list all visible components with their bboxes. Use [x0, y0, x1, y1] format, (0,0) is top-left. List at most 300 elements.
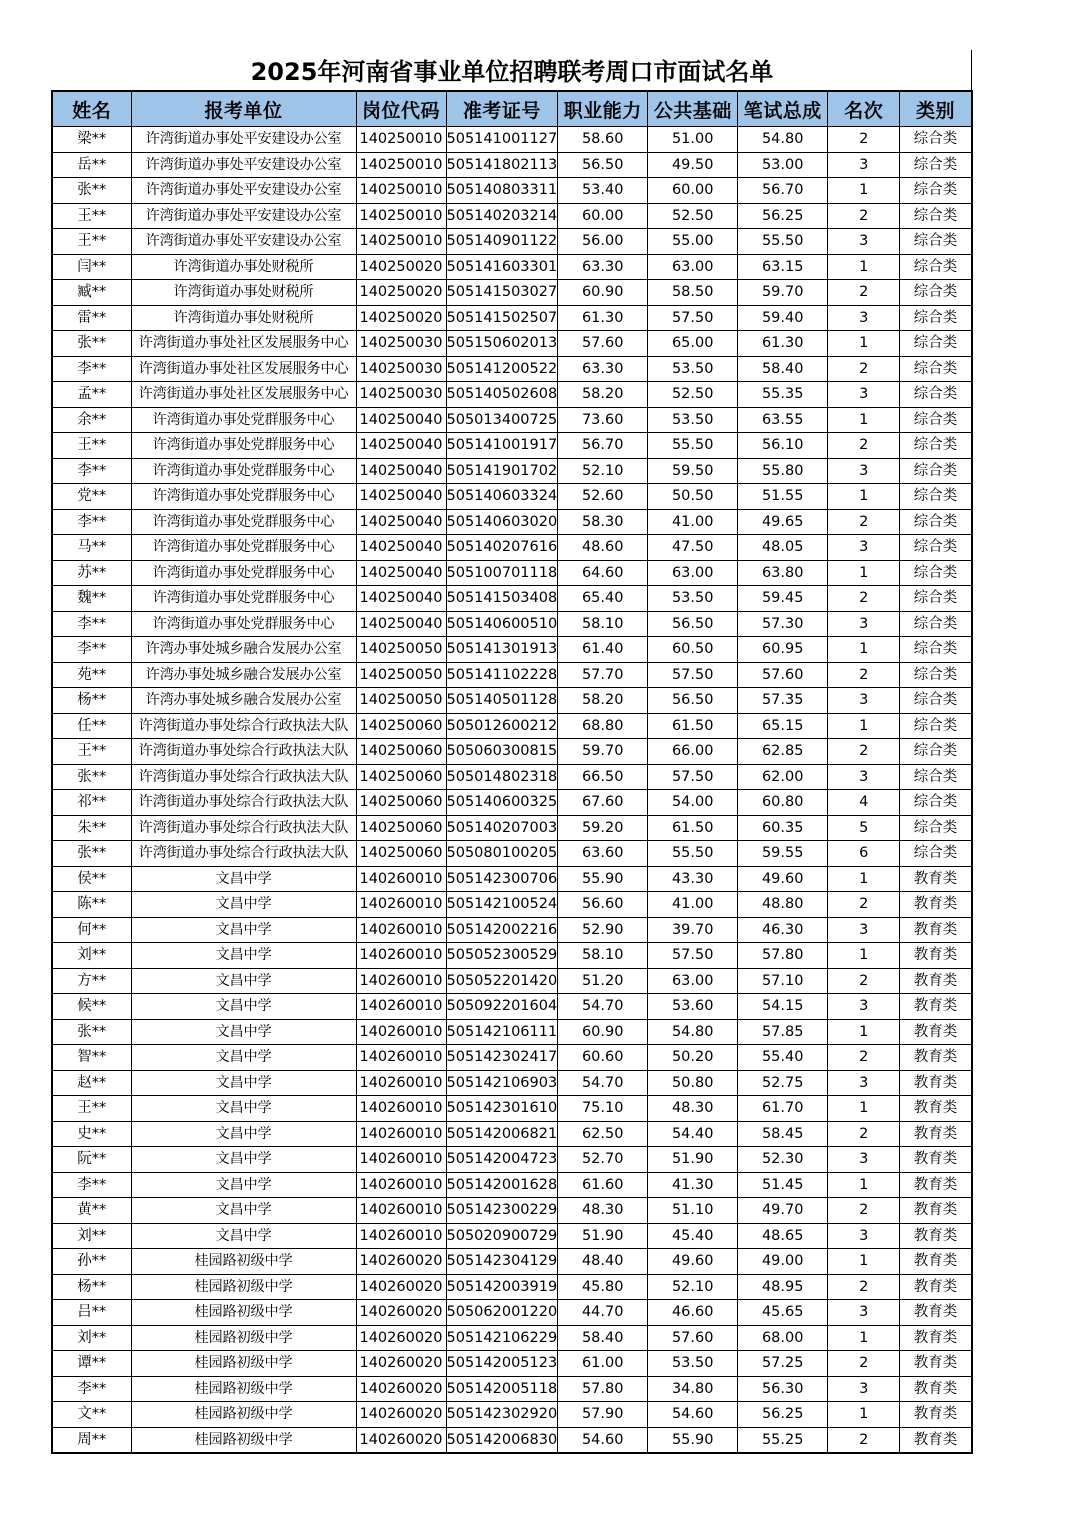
name-cell: 王**	[52, 739, 131, 765]
ticket-number-cell: 505060300815	[446, 739, 558, 765]
public-basics-cell: 50.50	[648, 484, 738, 510]
table-row	[52, 688, 972, 714]
written-total-cell: 51.55	[738, 484, 828, 510]
category-cell: 教育类	[900, 1427, 972, 1453]
unit-cell: 文昌中学	[131, 1172, 356, 1198]
header-row	[52, 91, 972, 127]
rank-cell: 5	[828, 815, 900, 841]
ticket-number-cell: 505142005123	[446, 1351, 558, 1377]
table-row	[52, 1019, 972, 1045]
vocational-ability-cell: 44.70	[558, 1300, 648, 1326]
post-code-cell: 140250060	[356, 841, 446, 867]
interview-list-table	[51, 90, 973, 1454]
ticket-number-cell: 505140600510	[446, 611, 558, 637]
post-code-cell: 140260010	[356, 1070, 446, 1096]
table-row	[52, 254, 972, 280]
unit-cell: 桂园路初级中学	[131, 1376, 356, 1402]
unit-cell: 许湾街道办事处党群服务中心	[131, 433, 356, 459]
vocational-ability-cell: 51.20	[558, 968, 648, 994]
ticket-number-cell: 505142004723	[446, 1147, 558, 1173]
public-basics-cell: 34.80	[648, 1376, 738, 1402]
vocational-ability-cell: 59.70	[558, 739, 648, 765]
public-basics-cell: 53.50	[648, 586, 738, 612]
post-code-cell: 140260010	[356, 1172, 446, 1198]
table-row	[52, 586, 972, 612]
category-cell: 综合类	[900, 254, 972, 280]
written-total-cell: 60.95	[738, 637, 828, 663]
ticket-number-cell: 505012600212	[446, 713, 558, 739]
ticket-number-cell: 505141603301	[446, 254, 558, 280]
unit-cell: 许湾街道办事处党群服务中心	[131, 560, 356, 586]
category-cell: 教育类	[900, 1121, 972, 1147]
name-cell: 苏**	[52, 560, 131, 586]
table-row	[52, 535, 972, 561]
ticket-number-cell: 505013400725	[446, 407, 558, 433]
rank-cell: 1	[828, 1096, 900, 1122]
public-basics-cell: 59.50	[648, 458, 738, 484]
name-cell: 李**	[52, 1376, 131, 1402]
post-code-cell: 140250020	[356, 280, 446, 306]
ticket-number-cell: 505100701118	[446, 560, 558, 586]
rank-cell: 2	[828, 1121, 900, 1147]
unit-cell: 文昌中学	[131, 1223, 356, 1249]
written-total-cell: 62.85	[738, 739, 828, 765]
table-row	[52, 1402, 972, 1428]
written-total-cell: 56.25	[738, 203, 828, 229]
public-basics-cell: 53.50	[648, 1351, 738, 1377]
category-cell: 综合类	[900, 229, 972, 255]
category-cell: 教育类	[900, 1351, 972, 1377]
public-basics-cell: 47.50	[648, 535, 738, 561]
name-cell: 臧**	[52, 280, 131, 306]
category-cell: 综合类	[900, 841, 972, 867]
name-cell: 李**	[52, 611, 131, 637]
vocational-ability-cell: 56.00	[558, 229, 648, 255]
category-cell: 综合类	[900, 764, 972, 790]
table-row	[52, 1172, 972, 1198]
post-code-cell: 140250040	[356, 535, 446, 561]
table-row	[52, 484, 972, 510]
name-cell: 阮**	[52, 1147, 131, 1173]
written-total-cell: 49.00	[738, 1249, 828, 1275]
unit-cell: 许湾街道办事处党群服务中心	[131, 407, 356, 433]
ticket-number-cell: 505142302920	[446, 1402, 558, 1428]
public-basics-cell: 66.00	[648, 739, 738, 765]
rank-cell: 2	[828, 127, 900, 153]
category-cell: 教育类	[900, 892, 972, 918]
category-cell: 教育类	[900, 1198, 972, 1224]
rank-cell: 2	[828, 433, 900, 459]
vocational-ability-cell: 58.20	[558, 382, 648, 408]
post-code-cell: 140250010	[356, 178, 446, 204]
unit-cell: 许湾街道办事处社区发展服务中心	[131, 331, 356, 357]
public-basics-cell: 54.80	[648, 1019, 738, 1045]
rank-cell: 1	[828, 178, 900, 204]
unit-cell: 桂园路初级中学	[131, 1274, 356, 1300]
vocational-ability-cell: 58.40	[558, 1325, 648, 1351]
written-total-cell: 57.60	[738, 662, 828, 688]
vocational-ability-cell: 68.80	[558, 713, 648, 739]
vocational-ability-cell: 54.60	[558, 1427, 648, 1453]
rank-cell: 1	[828, 1019, 900, 1045]
public-basics-cell: 39.70	[648, 917, 738, 943]
rank-cell: 1	[828, 1325, 900, 1351]
ticket-number-cell: 505140207616	[446, 535, 558, 561]
table-row	[52, 1198, 972, 1224]
table-row	[52, 764, 972, 790]
category-cell: 教育类	[900, 1172, 972, 1198]
name-cell: 张**	[52, 178, 131, 204]
header-category: 类别	[900, 91, 972, 127]
vocational-ability-cell: 61.60	[558, 1172, 648, 1198]
vocational-ability-cell: 58.60	[558, 127, 648, 153]
table-row	[52, 1300, 972, 1326]
unit-cell: 文昌中学	[131, 943, 356, 969]
rank-cell: 2	[828, 662, 900, 688]
written-total-cell: 56.10	[738, 433, 828, 459]
ticket-number-cell: 505080100205	[446, 841, 558, 867]
public-basics-cell: 55.50	[648, 841, 738, 867]
public-basics-cell: 41.00	[648, 509, 738, 535]
category-cell: 综合类	[900, 611, 972, 637]
rank-cell: 2	[828, 1274, 900, 1300]
rank-cell: 3	[828, 1300, 900, 1326]
table-row	[52, 356, 972, 382]
written-total-cell: 57.85	[738, 1019, 828, 1045]
vocational-ability-cell: 63.30	[558, 356, 648, 382]
vocational-ability-cell: 67.60	[558, 790, 648, 816]
written-total-cell: 59.70	[738, 280, 828, 306]
rank-cell: 2	[828, 968, 900, 994]
unit-cell: 许湾街道办事处平安建设办公室	[131, 127, 356, 153]
category-cell: 教育类	[900, 1300, 972, 1326]
vocational-ability-cell: 54.70	[558, 1070, 648, 1096]
category-cell: 综合类	[900, 203, 972, 229]
vocational-ability-cell: 51.90	[558, 1223, 648, 1249]
category-cell: 综合类	[900, 280, 972, 306]
vocational-ability-cell: 64.60	[558, 560, 648, 586]
name-cell: 侯**	[52, 866, 131, 892]
vocational-ability-cell: 60.90	[558, 1019, 648, 1045]
written-total-cell: 57.35	[738, 688, 828, 714]
post-code-cell: 140250030	[356, 331, 446, 357]
public-basics-cell: 60.50	[648, 637, 738, 663]
rank-cell: 1	[828, 560, 900, 586]
public-basics-cell: 57.50	[648, 943, 738, 969]
post-code-cell: 140260010	[356, 1147, 446, 1173]
unit-cell: 许湾街道办事处社区发展服务中心	[131, 382, 356, 408]
table-row	[52, 1223, 972, 1249]
category-cell: 综合类	[900, 586, 972, 612]
ticket-number-cell: 505142003919	[446, 1274, 558, 1300]
unit-cell: 许湾办事处城乡融合发展办公室	[131, 637, 356, 663]
written-total-cell: 59.45	[738, 586, 828, 612]
public-basics-cell: 45.40	[648, 1223, 738, 1249]
ticket-number-cell: 505150602013	[446, 331, 558, 357]
written-total-cell: 55.40	[738, 1045, 828, 1071]
post-code-cell: 140250020	[356, 305, 446, 331]
ticket-number-cell: 505142100524	[446, 892, 558, 918]
post-code-cell: 140250040	[356, 433, 446, 459]
written-total-cell: 68.00	[738, 1325, 828, 1351]
public-basics-cell: 53.50	[648, 407, 738, 433]
vocational-ability-cell: 59.20	[558, 815, 648, 841]
table-row	[52, 331, 972, 357]
vocational-ability-cell: 58.10	[558, 943, 648, 969]
table-row	[52, 841, 972, 867]
name-cell: 魏**	[52, 586, 131, 612]
ticket-number-cell: 505141802113	[446, 152, 558, 178]
ticket-number-cell: 505142002216	[446, 917, 558, 943]
page-title: 2025年河南省事业单位招聘联考周口市面试名单	[250, 58, 774, 86]
unit-cell: 桂园路初级中学	[131, 1351, 356, 1377]
post-code-cell: 140260010	[356, 1198, 446, 1224]
category-cell: 综合类	[900, 433, 972, 459]
written-total-cell: 55.80	[738, 458, 828, 484]
unit-cell: 许湾街道办事处财税所	[131, 305, 356, 331]
public-basics-cell: 60.00	[648, 178, 738, 204]
rank-cell: 3	[828, 994, 900, 1020]
category-cell: 综合类	[900, 662, 972, 688]
written-total-cell: 48.65	[738, 1223, 828, 1249]
rank-cell: 3	[828, 917, 900, 943]
post-code-cell: 140250060	[356, 713, 446, 739]
table-row	[52, 917, 972, 943]
unit-cell: 许湾街道办事处综合行政执法大队	[131, 713, 356, 739]
written-total-cell: 55.50	[738, 229, 828, 255]
ticket-number-cell: 505142106903	[446, 1070, 558, 1096]
name-cell: 李**	[52, 509, 131, 535]
name-cell: 何**	[52, 917, 131, 943]
table-row	[52, 1045, 972, 1071]
category-cell: 综合类	[900, 407, 972, 433]
vocational-ability-cell: 52.60	[558, 484, 648, 510]
name-cell: 周**	[52, 1427, 131, 1453]
vocational-ability-cell: 62.50	[558, 1121, 648, 1147]
post-code-cell: 140250030	[356, 356, 446, 382]
post-code-cell: 140260010	[356, 1019, 446, 1045]
rank-cell: 3	[828, 535, 900, 561]
post-code-cell: 140250050	[356, 662, 446, 688]
table-row	[52, 662, 972, 688]
post-code-cell: 140250040	[356, 458, 446, 484]
ticket-number-cell: 505140901122	[446, 229, 558, 255]
ticket-number-cell: 505141901702	[446, 458, 558, 484]
table-row	[52, 1121, 972, 1147]
unit-cell: 文昌中学	[131, 866, 356, 892]
written-total-cell: 48.05	[738, 535, 828, 561]
written-total-cell: 56.30	[738, 1376, 828, 1402]
post-code-cell: 140260010	[356, 892, 446, 918]
public-basics-cell: 55.00	[648, 229, 738, 255]
written-total-cell: 57.25	[738, 1351, 828, 1377]
post-code-cell: 140250060	[356, 815, 446, 841]
ticket-number-cell: 505141102228	[446, 662, 558, 688]
unit-cell: 许湾街道办事处党群服务中心	[131, 509, 356, 535]
rank-cell: 3	[828, 152, 900, 178]
name-cell: 王**	[52, 1096, 131, 1122]
table-row	[52, 1351, 972, 1377]
name-cell: 闫**	[52, 254, 131, 280]
unit-cell: 许湾街道办事处党群服务中心	[131, 458, 356, 484]
unit-cell: 文昌中学	[131, 1096, 356, 1122]
vocational-ability-cell: 58.30	[558, 509, 648, 535]
public-basics-cell: 55.90	[648, 1427, 738, 1453]
written-total-cell: 49.70	[738, 1198, 828, 1224]
public-basics-cell: 51.00	[648, 127, 738, 153]
vocational-ability-cell: 57.70	[558, 662, 648, 688]
vocational-ability-cell: 56.70	[558, 433, 648, 459]
rank-cell: 4	[828, 790, 900, 816]
rank-cell: 1	[828, 331, 900, 357]
post-code-cell: 140260010	[356, 968, 446, 994]
post-code-cell: 140260020	[356, 1351, 446, 1377]
table-row	[52, 1070, 972, 1096]
category-cell: 综合类	[900, 458, 972, 484]
written-total-cell: 48.80	[738, 892, 828, 918]
ticket-number-cell: 505020900729	[446, 1223, 558, 1249]
vocational-ability-cell: 61.40	[558, 637, 648, 663]
written-total-cell: 51.45	[738, 1172, 828, 1198]
post-code-cell: 140260010	[356, 866, 446, 892]
ticket-number-cell: 505140501128	[446, 688, 558, 714]
table-row	[52, 560, 972, 586]
public-basics-cell: 52.50	[648, 382, 738, 408]
table-row	[52, 815, 972, 841]
post-code-cell: 140260020	[356, 1402, 446, 1428]
vocational-ability-cell: 52.90	[558, 917, 648, 943]
name-cell: 李**	[52, 458, 131, 484]
category-cell: 综合类	[900, 331, 972, 357]
post-code-cell: 140250040	[356, 586, 446, 612]
unit-cell: 文昌中学	[131, 1121, 356, 1147]
unit-cell: 许湾街道办事处党群服务中心	[131, 535, 356, 561]
rank-cell: 3	[828, 1070, 900, 1096]
table-row	[52, 611, 972, 637]
unit-cell: 文昌中学	[131, 968, 356, 994]
name-cell: 张**	[52, 331, 131, 357]
name-cell: 文**	[52, 1402, 131, 1428]
post-code-cell: 140250060	[356, 764, 446, 790]
ticket-number-cell: 505052300529	[446, 943, 558, 969]
vocational-ability-cell: 57.80	[558, 1376, 648, 1402]
ticket-number-cell: 505141200522	[446, 356, 558, 382]
vocational-ability-cell: 57.90	[558, 1402, 648, 1428]
rank-cell: 3	[828, 1223, 900, 1249]
written-total-cell: 53.00	[738, 152, 828, 178]
unit-cell: 桂园路初级中学	[131, 1300, 356, 1326]
unit-cell: 文昌中学	[131, 1198, 356, 1224]
unit-cell: 许湾街道办事处党群服务中心	[131, 611, 356, 637]
written-total-cell: 56.25	[738, 1402, 828, 1428]
unit-cell: 许湾街道办事处财税所	[131, 254, 356, 280]
category-cell: 教育类	[900, 1376, 972, 1402]
rank-cell: 6	[828, 841, 900, 867]
unit-cell: 文昌中学	[131, 917, 356, 943]
category-cell: 教育类	[900, 994, 972, 1020]
post-code-cell: 140250010	[356, 229, 446, 255]
name-cell: 刘**	[52, 1223, 131, 1249]
post-code-cell: 140250040	[356, 560, 446, 586]
unit-cell: 桂园路初级中学	[131, 1402, 356, 1428]
rank-cell: 3	[828, 382, 900, 408]
public-basics-cell: 48.30	[648, 1096, 738, 1122]
name-cell: 谭**	[52, 1351, 131, 1377]
vocational-ability-cell: 65.40	[558, 586, 648, 612]
name-cell: 史**	[52, 1121, 131, 1147]
ticket-number-cell: 505142006821	[446, 1121, 558, 1147]
ticket-number-cell: 505140207003	[446, 815, 558, 841]
category-cell: 综合类	[900, 509, 972, 535]
unit-cell: 许湾街道办事处财税所	[131, 280, 356, 306]
written-total-cell: 62.00	[738, 764, 828, 790]
unit-cell: 桂园路初级中学	[131, 1427, 356, 1453]
rank-cell: 2	[828, 356, 900, 382]
ticket-number-cell: 505141503408	[446, 586, 558, 612]
unit-cell: 许湾办事处城乡融合发展办公室	[131, 688, 356, 714]
name-cell: 祁**	[52, 790, 131, 816]
post-code-cell: 140260010	[356, 917, 446, 943]
rank-cell: 2	[828, 1045, 900, 1071]
public-basics-cell: 57.60	[648, 1325, 738, 1351]
post-code-cell: 140250060	[356, 790, 446, 816]
ticket-number-cell: 505142301610	[446, 1096, 558, 1122]
vocational-ability-cell: 58.10	[558, 611, 648, 637]
public-basics-cell: 54.00	[648, 790, 738, 816]
public-basics-cell: 56.50	[648, 688, 738, 714]
name-cell: 张**	[52, 841, 131, 867]
rank-cell: 3	[828, 458, 900, 484]
public-basics-cell: 55.50	[648, 433, 738, 459]
vocational-ability-cell: 56.50	[558, 152, 648, 178]
post-code-cell: 140260010	[356, 1096, 446, 1122]
name-cell: 雷**	[52, 305, 131, 331]
category-cell: 教育类	[900, 1045, 972, 1071]
rank-cell: 2	[828, 1351, 900, 1377]
header-vocational-ability: 职业能力	[558, 91, 648, 127]
name-cell: 李**	[52, 356, 131, 382]
ticket-number-cell: 505142106111	[446, 1019, 558, 1045]
table-row	[52, 994, 972, 1020]
category-cell: 综合类	[900, 713, 972, 739]
rank-cell: 2	[828, 739, 900, 765]
post-code-cell: 140260020	[356, 1376, 446, 1402]
public-basics-cell: 52.10	[648, 1274, 738, 1300]
category-cell: 综合类	[900, 356, 972, 382]
post-code-cell: 140260010	[356, 1223, 446, 1249]
rank-cell: 2	[828, 1427, 900, 1453]
table-row	[52, 713, 972, 739]
post-code-cell: 140260020	[356, 1325, 446, 1351]
unit-cell: 许湾街道办事处综合行政执法大队	[131, 841, 356, 867]
category-cell: 教育类	[900, 1070, 972, 1096]
unit-cell: 许湾街道办事处综合行政执法大队	[131, 790, 356, 816]
rank-cell: 2	[828, 280, 900, 306]
public-basics-cell: 41.30	[648, 1172, 738, 1198]
name-cell: 方**	[52, 968, 131, 994]
header-ticket-number: 准考证号	[446, 91, 558, 127]
ticket-number-cell: 505141503027	[446, 280, 558, 306]
category-cell: 综合类	[900, 535, 972, 561]
ticket-number-cell: 505140603324	[446, 484, 558, 510]
post-code-cell: 140260020	[356, 1274, 446, 1300]
written-total-cell: 58.40	[738, 356, 828, 382]
post-code-cell: 140250010	[356, 203, 446, 229]
vocational-ability-cell: 48.30	[558, 1198, 648, 1224]
ticket-number-cell: 505141301913	[446, 637, 558, 663]
public-basics-cell: 52.50	[648, 203, 738, 229]
ticket-number-cell: 505142006830	[446, 1427, 558, 1453]
